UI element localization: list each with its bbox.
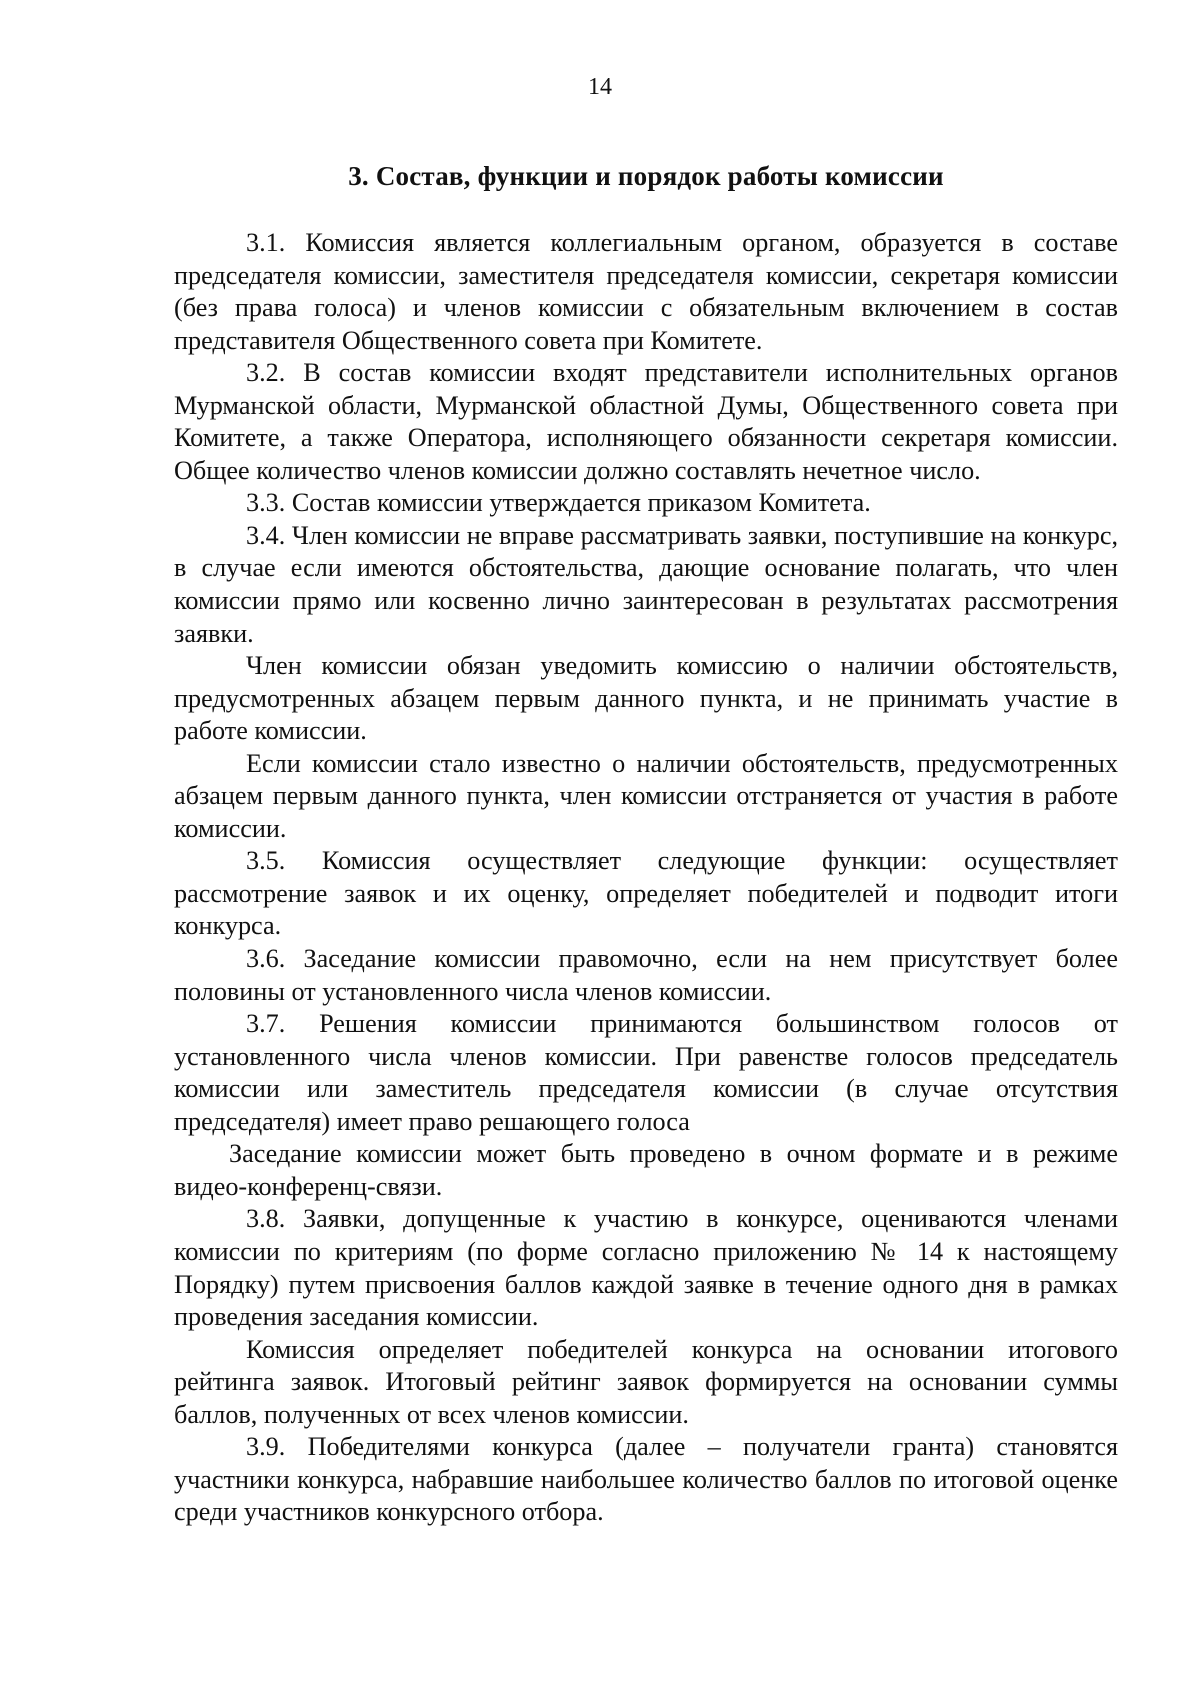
paragraph-3-7-part-2: Заседание комиссии может быть проведено в очном формате и в режиме видео-конференц-связи. — [174, 1139, 1118, 1201]
paragraph-3-5: 3.5. Комиссия осуществляет следующие функции: осуществляет рассмотрение заявок и их оценку, определяет победителей и подводит итоги конкурса. — [174, 846, 1118, 941]
paragraph-3-8: 3.8. Заявки, допущенные к участию в конкурсе, оцениваются членами комиссии по критериям (по форме согласно приложению № 14 к настоящему Порядку) путем присвоения баллов каждой заявке в течение одного дня в рамках проведения заседания комиссии. — [174, 1204, 1118, 1332]
paragraph-3-2: 3.2. В состав комиссии входят представители исполнительных органов Мурманской области, Мурманской областной Думы, Общественного совета при Комитете, а также Оператора, исполняющего обязанности секретаря комиссии. Общее количество членов комиссии должно составлять нечетное число. — [174, 358, 1118, 485]
paragraph-3-3: 3.3. Состав комиссии утверждается приказом Комитета. — [246, 488, 871, 518]
paragraph-3-1: 3.1. Комиссия является коллегиальным органом, образуется в составе председателя комиссии, заместителя председателя комиссии, секретаря комиссии (без права голоса) и членов комиссии с обязательным включением в состав представителя Общественного совета при Комитете. — [174, 228, 1118, 355]
section-body — [174, 227, 1118, 1529]
paragraph-3-4-part-2: Член комиссии обязан уведомить комиссию о наличии обстоятельств, предусмотренных абзацем первым данного пункта, и не принимать участие в работе комиссии. — [174, 651, 1118, 746]
paragraph-3-7: 3.7. Решения комиссии принимаются большинством голосов от установленного числа членов комиссии. При равенстве голосов председатель комиссии или заместитель председателя комиссии (в случае отсутствия председателя) имеет право решающего голоса — [174, 1009, 1118, 1136]
paragraph-3-4: 3.4. Член комиссии не вправе рассматривать заявки, поступившие на конкурс, в случае если имеются обстоятельства, дающие основание полагать, что член комиссии прямо или косвенно лично заинтересован в результатах рассмотрения заявки. — [174, 520, 1118, 648]
paragraph-3-6: 3.6. Заседание комиссии правомочно, если на нем присутствует более половины от установленного числа членов комиссии. — [174, 944, 1118, 1006]
paragraph-3-8-part-2: Комиссия определяет победителей конкурса на основании итогового рейтинга заявок. Итоговый рейтинг заявок формируется на основании суммы баллов, полученных от всех членов комиссии. — [174, 1334, 1118, 1429]
paragraph-3-4-part-3: Если комиссии стало известно о наличии обстоятельств, предусмотренных абзацем первым данного пункта, член комиссии отстраняется от участия в работе комиссии. — [174, 748, 1118, 843]
paragraph-3-9: 3.9. Победителями конкурса (далее – получатели гранта) становятся участники конкурса, набравшие наибольшее количество баллов по итоговой оценке среди участников конкурсного отбора. — [174, 1432, 1118, 1527]
page-number: 14 — [588, 74, 612, 100]
section-title: 3. Состав, функции и порядок работы комиссии — [348, 161, 944, 191]
